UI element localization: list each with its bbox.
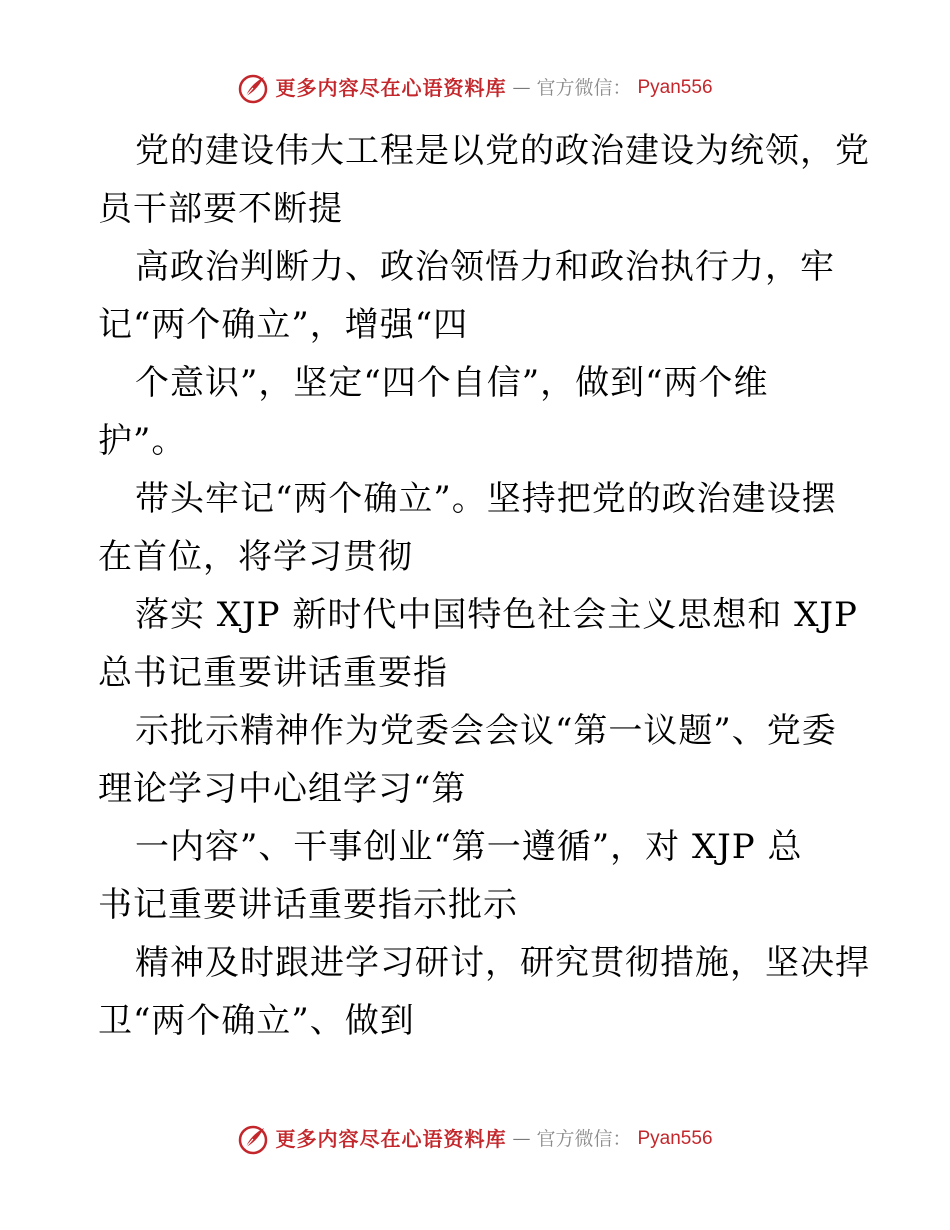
body-line: 个意识”，坚定“四个自信”，做到“两个维	[135, 363, 769, 403]
body-line: 示批示精神作为党委会会议“第一议题”、党委	[135, 711, 837, 751]
document-body	[98, 122, 870, 1050]
banner-wechat-id: Pyan556	[637, 77, 713, 98]
quill-logo-icon	[237, 1123, 269, 1155]
body-line: 高政治判断力、政治领悟力和政治执行力，牢	[135, 247, 835, 287]
body-line: 总书记重要讲话重要指	[98, 653, 448, 693]
body-line: 精神及时跟进学习研讨，研究贯彻措施，坚决捍	[135, 943, 870, 983]
body-line: 卫“两个确立”、做到	[98, 1001, 415, 1041]
banner-dash: —	[512, 1128, 531, 1149]
banner-title: 更多内容尽在心语资料库	[275, 1127, 507, 1151]
banner-official-label: 官方微信：	[536, 77, 632, 99]
footer-banner	[0, 1123, 950, 1155]
quill-logo-icon	[237, 72, 269, 104]
banner-wechat-id: Pyan556	[637, 1128, 713, 1149]
body-line: 员干部要不断提	[98, 189, 343, 229]
banner-dash: —	[512, 77, 531, 98]
body-line: 记“两个确立”，增强“四	[98, 305, 469, 345]
body-line: 在首位，将学习贯彻	[98, 537, 413, 577]
body-line: 书记重要讲话重要指示批示	[98, 885, 518, 925]
banner-official-label: 官方微信：	[536, 1128, 632, 1150]
body-line: 落实 XJP 新时代中国特色社会主义思想和 XJP	[135, 595, 858, 635]
body-line: 理论学习中心组学习“第	[98, 769, 467, 809]
body-line: 护”。	[98, 421, 187, 461]
body-line: 党的建设伟大工程是以党的政治建设为统领，党	[135, 131, 870, 171]
banner-title: 更多内容尽在心语资料库	[275, 76, 507, 100]
body-line: 带头牢记“两个确立”。坚持把党的政治建设摆	[135, 479, 837, 519]
header-banner	[0, 72, 950, 104]
body-line: 一内容”、干事创业“第一遵循”，对 XJP 总	[135, 827, 803, 867]
